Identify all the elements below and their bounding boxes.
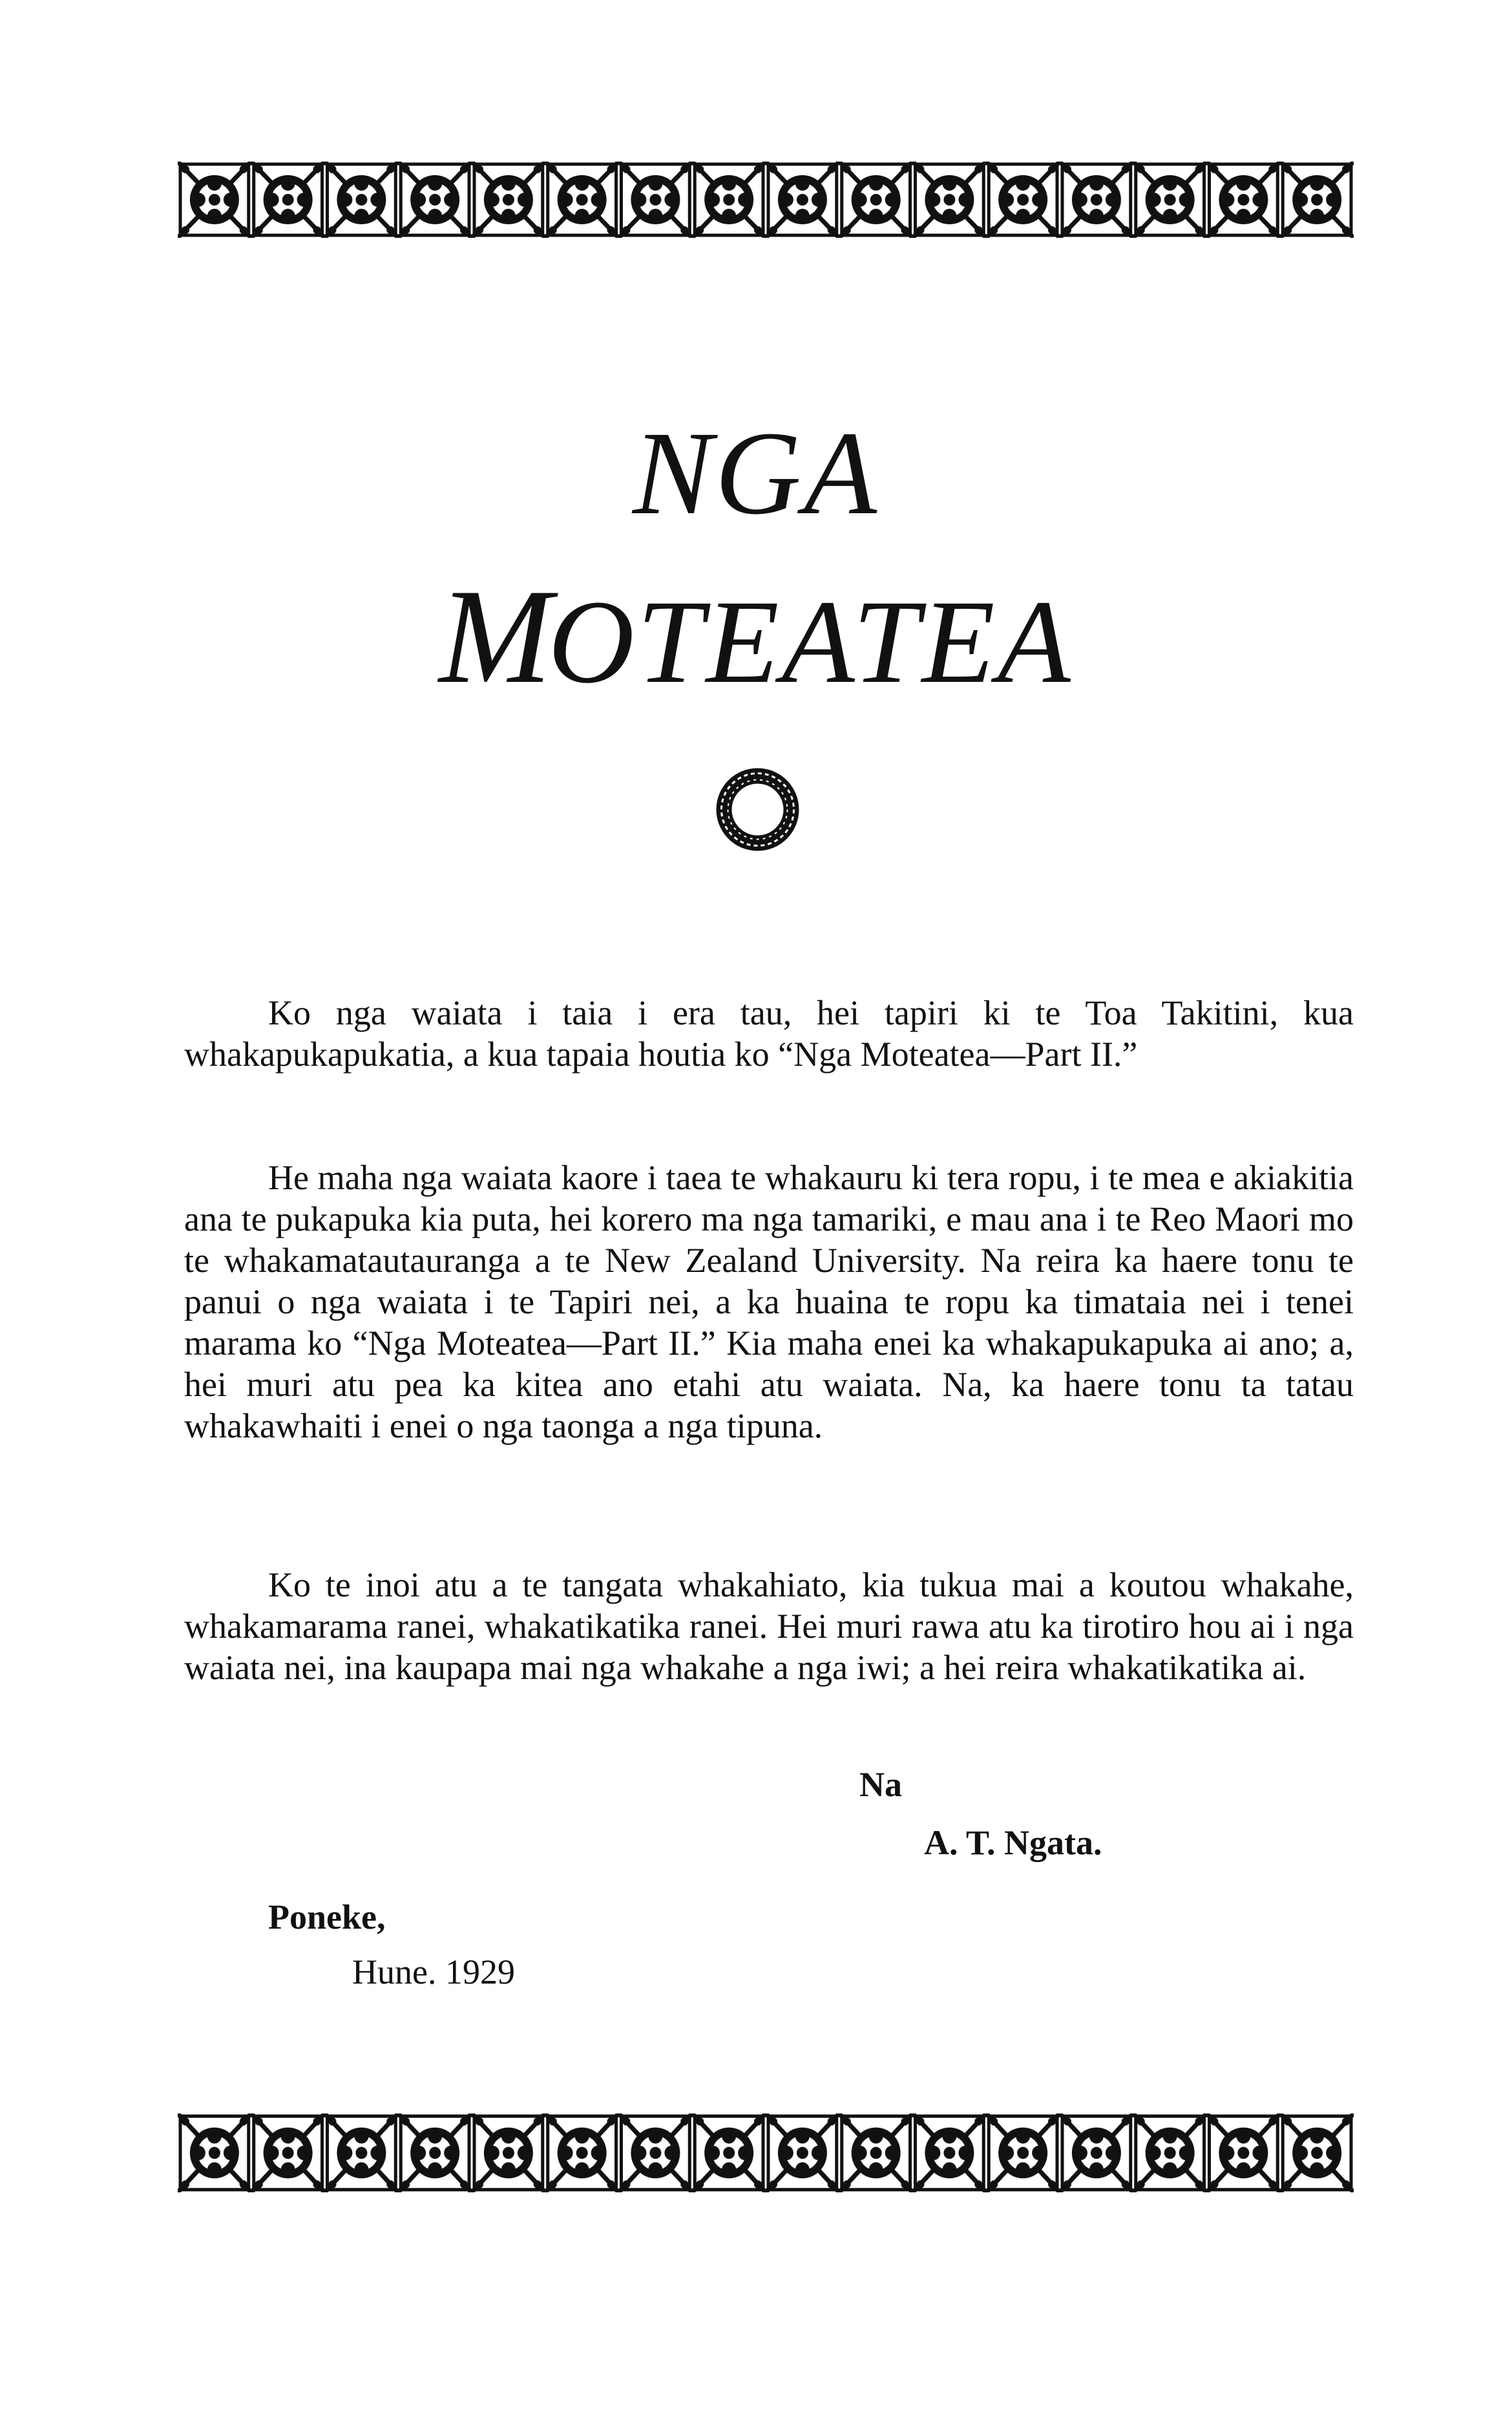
- bottom-ornamental-border: [178, 2113, 1354, 2192]
- paragraph-1: Ko nga waiata i taia i era tau, hei tapiri ki te Toa Takitini, kua whakapukapukatia, a kua tapaia houtia ko “Nga Moteatea—Part II.”: [184, 993, 1354, 1074]
- title-line-2-rest: OTEATEA: [548, 576, 1073, 708]
- date-line: Hune. 1929: [352, 1953, 515, 1991]
- signature-na: Na: [859, 1765, 902, 1804]
- title-line-1: NGA: [633, 407, 879, 540]
- signature-name: A. T. Ngata.: [924, 1823, 1102, 1862]
- floral-border-icon: [178, 162, 1354, 238]
- floral-border-icon: [178, 2113, 1354, 2192]
- title-swash-initial: M: [439, 562, 549, 712]
- paragraph-2: He maha nga waiata kaore i taea te whakauru ki tera ropu, i te mea e akiakitia ana te pukapuka kia puta, hei korero ma nga tamariki, e mau ana i te Reo Maori mo te whakamatautauranga a te New Zealand University. Na reira ka haere tonu te panui o nga waiata i te Tapiri nei, a ka huaina te ropu ka timataia nei i tenei marama ko “Nga Moteatea—Part II.” Kia maha enei ka whakapukapuka ai ano; a, hei muri atu pea ka kitea ano etahi atu waiata. Na, ka haere tonu ta tatau whakawhaiti i enei o nga taonga a nga tipuna.: [184, 1158, 1354, 1445]
- title-line-2: [0, 562, 1512, 712]
- paragraph-3: Ko te inoi atu a te tangata whakahiato, kia tukua mai a koutou whakahe, whakamarama ranei, whakatikatika ranei. Hei muri rawa atu ka tirotiro hou ai i nga waiata nei, ina kaupapa mai nga whakahe a nga iwi; a hei reira whakatikatika ai.: [184, 1565, 1354, 1687]
- top-ornamental-border: [178, 162, 1354, 238]
- place-line: Poneke,: [268, 1898, 386, 1936]
- wreath-ornament-icon: [711, 763, 804, 856]
